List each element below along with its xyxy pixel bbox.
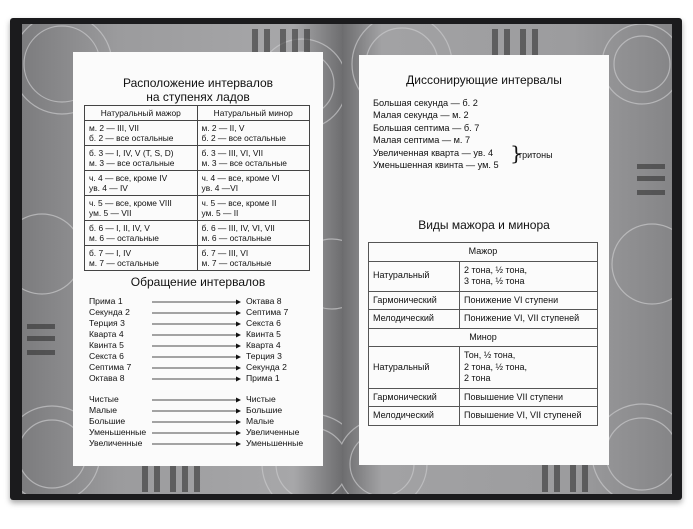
scale-type-cell: Натуральный <box>369 347 460 389</box>
quality-list-right <box>246 394 303 449</box>
major-cell: б. 7 — I, IV м. 7 — остальные <box>85 246 198 271</box>
kinds-title: Виды мажора и минора <box>418 218 550 232</box>
table-row <box>85 121 310 146</box>
minor-cell: б. 3 — III, VI, VII м. 3 — все остальные <box>197 146 310 171</box>
intervals-title-line2: на ступенях ладов <box>146 90 250 104</box>
dissonant-list <box>373 97 499 171</box>
list-item: Секста 6 <box>246 318 281 328</box>
dissonant-item: Большая секунда — б. 2 <box>373 98 478 108</box>
minor-cell: ч. 5 — все, кроме II ум. 5 — II <box>197 196 310 221</box>
list-item: Уменьшенные <box>89 427 147 437</box>
table-row <box>85 146 310 171</box>
table-header-row <box>85 106 310 121</box>
list-item: Кварта 4 <box>246 340 281 350</box>
table-row <box>369 261 598 291</box>
major-cell: б. 3 — I, IV, V (T, S, D) м. 3 — все остальные <box>85 146 198 171</box>
inversion-arrows <box>150 296 242 386</box>
scale-type-cell: Мелодический <box>369 310 460 329</box>
list-item: Увеличенные <box>89 438 143 448</box>
list-item: Секста 6 <box>89 351 124 361</box>
minor-cell: м. 2 — II, V б. 2 — все остальные <box>197 121 310 146</box>
list-item: Октава 8 <box>246 296 282 306</box>
dissonant-item: Большая септима — б. 7 <box>373 122 480 133</box>
scale-structure-cell: Повышение VII ступени <box>460 388 598 407</box>
major-cell: м. 2 — III, VII б. 2 — все остальные <box>85 121 198 146</box>
arrow-head-icon <box>236 333 241 338</box>
quality-list-left <box>89 394 146 449</box>
arrow-head-icon <box>236 355 241 360</box>
table-row <box>369 407 598 426</box>
list-item: Прима 1 <box>89 296 123 306</box>
table-row <box>85 221 310 246</box>
major-minor-table <box>368 242 598 426</box>
major-cell: ч. 4 — все, кроме IV ув. 4 — IV <box>85 171 198 196</box>
list-item: Септима 7 <box>246 307 289 317</box>
list-item: Септима 7 <box>89 362 132 372</box>
list-item: Октава 8 <box>89 373 125 383</box>
list-item: Малые <box>246 416 275 426</box>
scale-type-cell: Гармонический <box>369 388 460 407</box>
major-cell: ч. 5 — все, кроме VIII ум. 5 — VII <box>85 196 198 221</box>
arrow-head-icon <box>236 431 241 436</box>
table-row <box>369 310 598 329</box>
list-item: Терция 3 <box>246 351 282 361</box>
list-item: Увеличенные <box>246 427 300 437</box>
table-row <box>369 388 598 407</box>
scale-structure-cell: 2 тона, ½ тона, 3 тона, ½ тона <box>460 261 598 291</box>
table-header-major: Натуральный мажор <box>85 106 198 121</box>
arrow-head-icon <box>236 409 241 414</box>
inversion-title: Обращение интервалов <box>130 275 266 289</box>
minor-cell: б. 7 — III, VI м. 7 — остальные <box>197 246 310 271</box>
scale-type-cell: Натуральный <box>369 261 460 291</box>
intervals-title-line1: Расположение интервалов <box>122 76 274 90</box>
scale-structure-cell: Понижение VI, VII ступеней <box>460 310 598 329</box>
list-item: Большие <box>89 416 126 426</box>
dissonant-item: Уменьшенная квинта — ум. 5 <box>373 160 499 171</box>
dissonant-item: Малая секунда — м. 2 <box>373 110 469 121</box>
dissonant-item: Увеличенная кварта — ув. 4 <box>373 147 494 158</box>
scale-type-cell: Мелодический <box>369 407 460 426</box>
minor-header: Минор <box>369 328 598 347</box>
list-item: Квинта 5 <box>89 340 124 350</box>
dissonant-title: Диссонирующие интервалы <box>406 73 562 87</box>
arrow-head-icon <box>236 311 241 316</box>
dissonant-item: Малая септима — м. 7 <box>373 135 471 146</box>
major-cell: б. 6 — I, II, IV, V м. 6 — остальные <box>85 221 198 246</box>
list-item: Прима 1 <box>246 373 280 383</box>
minor-cell: ч. 4 — все, кроме VI ув. 4 —VI <box>197 171 310 196</box>
inversion-list-left <box>89 296 131 384</box>
arrow-head-icon <box>236 366 241 371</box>
scale-structure-cell: Понижение VI ступени <box>460 291 598 310</box>
arrow-head-icon <box>236 420 241 425</box>
arrow-head-icon <box>236 442 241 447</box>
table-row <box>85 196 310 221</box>
list-item: Секунда 2 <box>246 362 287 372</box>
list-item: Чистые <box>89 394 119 404</box>
minor-cell: б. 6 — III, IV, VI, VII м. 6 — остальные <box>197 221 310 246</box>
list-item: Уменьшенные <box>246 438 304 448</box>
major-header-row <box>369 243 598 262</box>
arrow-head-icon <box>236 398 241 403</box>
intervals-title <box>73 76 323 104</box>
list-item: Кварта 4 <box>89 329 124 339</box>
arrow-head-icon <box>236 344 241 349</box>
table-row <box>369 291 598 310</box>
arrow-head-icon <box>236 322 241 327</box>
inversion-list-right <box>246 296 288 384</box>
table-row <box>85 246 310 271</box>
tritones-label: тритоны <box>518 150 553 160</box>
table-header-minor: Натуральный минор <box>197 106 310 121</box>
scale-structure-cell: Тон, ½ тона, 2 тона, ½ тона, 2 тона <box>460 347 598 389</box>
table-row <box>85 171 310 196</box>
list-item: Терция 3 <box>89 318 125 328</box>
list-item: Секунда 2 <box>89 307 130 317</box>
table-row <box>369 347 598 389</box>
minor-header-row <box>369 328 598 347</box>
major-header: Мажор <box>369 243 598 262</box>
list-item: Чистые <box>246 394 276 404</box>
arrow-head-icon <box>236 377 241 382</box>
arrow-head-icon <box>236 300 241 305</box>
quality-arrows <box>150 394 242 454</box>
intervals-table <box>84 105 310 271</box>
list-item: Малые <box>89 405 118 415</box>
tritone-brace: } <box>510 141 523 165</box>
scale-type-cell: Гармонический <box>369 291 460 310</box>
scale-structure-cell: Повышение VI, VII ступеней <box>460 407 598 426</box>
list-item: Квинта 5 <box>246 329 281 339</box>
list-item: Большие <box>246 405 283 415</box>
